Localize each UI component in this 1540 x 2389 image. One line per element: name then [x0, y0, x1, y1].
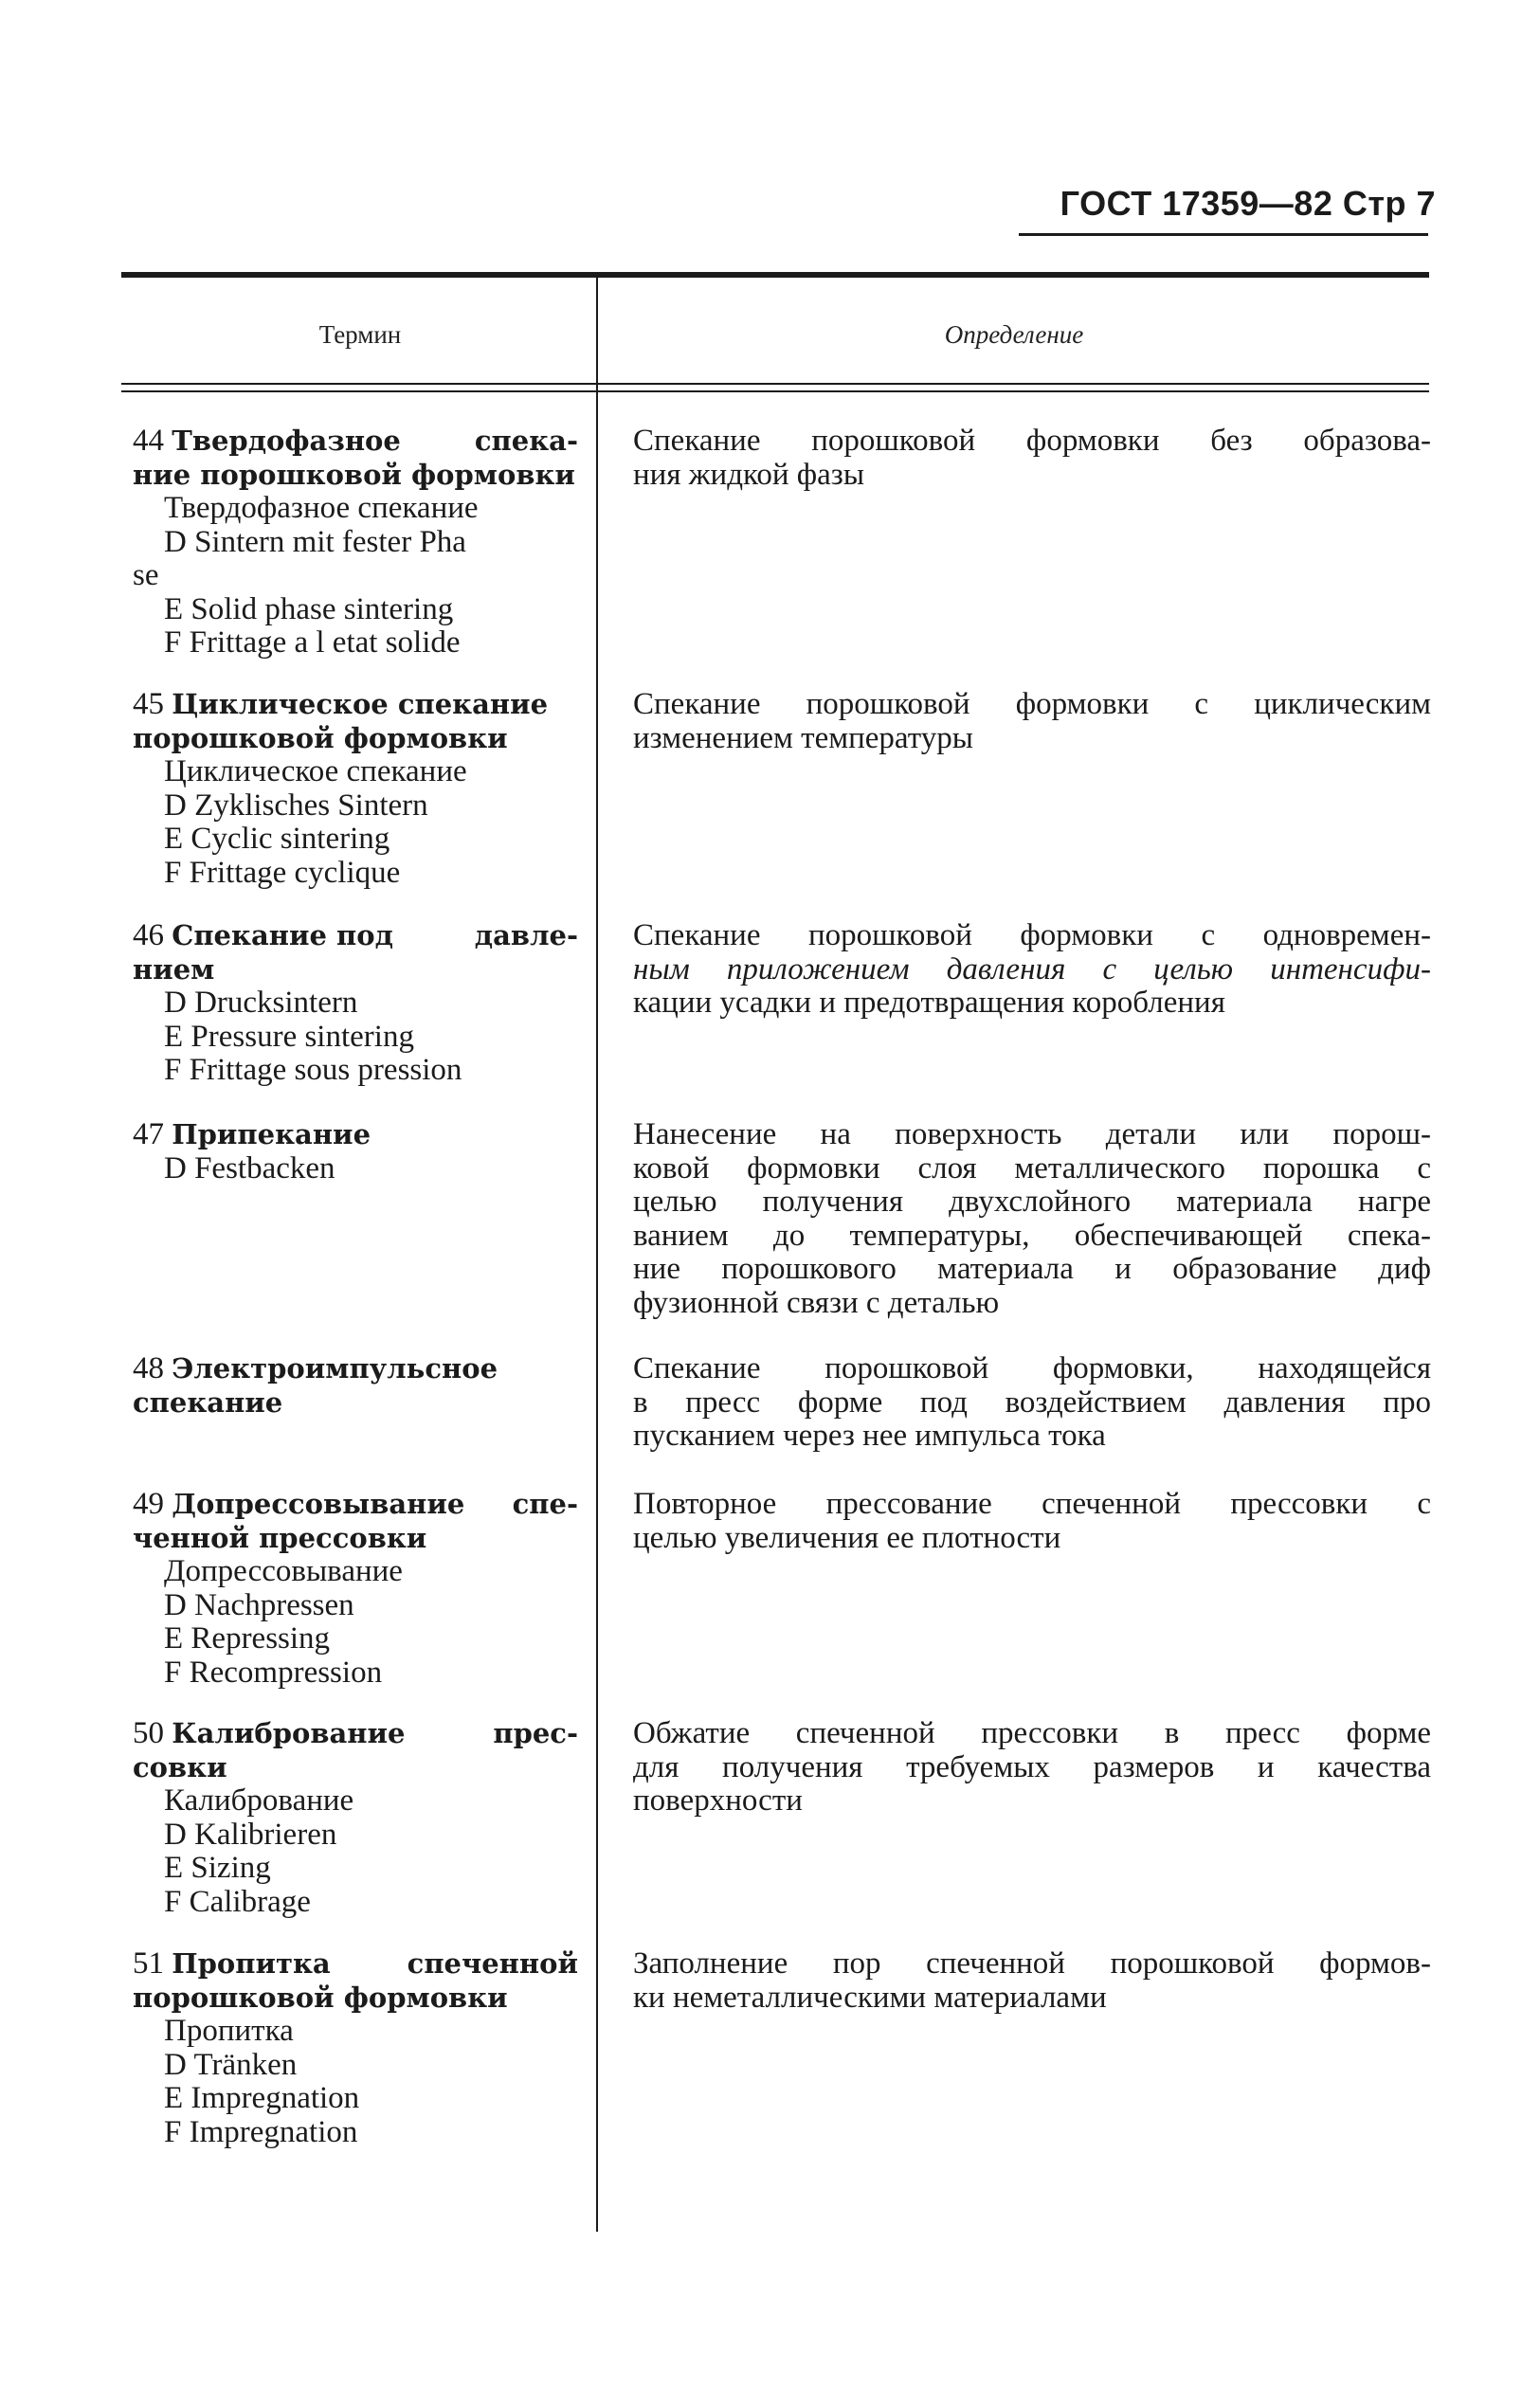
definition-cell — [633, 1118, 1431, 1320]
term-title: нием — [133, 952, 215, 986]
term-line — [133, 459, 578, 493]
term-line — [133, 1386, 578, 1421]
term-title-part — [133, 1981, 508, 2015]
term-variant: E Repressing — [164, 1621, 331, 1656]
term-line — [133, 1488, 578, 1522]
term-variant: E Solid phase sintering — [164, 591, 454, 626]
term-line — [133, 1054, 578, 1088]
term-title-part — [133, 952, 214, 986]
term-title: совки — [133, 1750, 227, 1783]
term-number: 46 — [133, 918, 172, 952]
term-variant: Калибрование — [164, 1783, 354, 1818]
term-line — [133, 526, 578, 560]
term-cell — [133, 919, 578, 1088]
term-line — [133, 1819, 578, 1853]
term-line — [133, 1118, 578, 1152]
definition-line: ние порошкового материала и образование диф — [633, 1252, 1431, 1286]
page-header: ГОСТ 17359—82 Стр 7 — [1060, 184, 1436, 223]
term-line — [133, 1656, 578, 1691]
term-line — [133, 1852, 578, 1886]
term-line — [133, 2082, 578, 2116]
term-line — [133, 1152, 578, 1186]
term-line — [133, 593, 578, 627]
definition-line: Спекание порошковой формовки, находящейся — [633, 1351, 1431, 1385]
definition-line: пусканием через нее импульса тока — [633, 1419, 1106, 1453]
term-variant: D Tränken — [164, 2047, 298, 2082]
term-line — [133, 1784, 578, 1819]
term-line — [133, 688, 578, 722]
term-title: Циклическое спекание — [172, 688, 549, 720]
term-variant: F Recompression — [164, 1655, 383, 1690]
definition-cell — [633, 919, 1431, 1021]
term-line — [133, 953, 578, 987]
term-line — [133, 1622, 578, 1656]
term-title: Спекание под — [172, 919, 393, 951]
term-variant: F Frittage cyclique — [164, 855, 401, 890]
term-line — [133, 986, 578, 1021]
definition-cell — [633, 1947, 1431, 2015]
column-header-definition: Определение — [944, 320, 1084, 349]
term-line — [133, 425, 578, 459]
term-number: 51 — [133, 1946, 172, 1981]
column-header-term: Термин — [318, 320, 402, 349]
term-title-part — [133, 1947, 331, 1982]
term-line — [133, 789, 578, 823]
term-title: Твердофазное — [172, 425, 401, 457]
term-variant: E Impregnation — [164, 2081, 360, 2115]
term-variant: E Cyclic sintering — [164, 822, 390, 856]
term-line — [133, 1751, 578, 1785]
definition-line: Повторное прессование спеченной прессовки с — [633, 1487, 1431, 1521]
term-line — [133, 1982, 578, 2016]
column-divider — [596, 284, 598, 2232]
definition-cell — [633, 1352, 1431, 1454]
definition-line: Спекание порошковой формовки с циклическим — [633, 687, 1431, 721]
term-variant: F Frittage sous pression — [164, 1053, 462, 1087]
header-bottom-rule — [121, 383, 1429, 385]
term-title: спекание — [133, 1385, 283, 1419]
definition-line: ния жидкой фазы — [633, 457, 865, 492]
term-cell — [133, 1118, 578, 1185]
term-number: 49 — [133, 1487, 172, 1521]
definition-line: Заполнение пор спеченной порошковой формов- — [633, 1946, 1431, 1981]
definition-line: ванием до температуры, обеспечивающей спека- — [633, 1218, 1431, 1253]
term-variant: E Sizing — [164, 1851, 271, 1885]
definition-cell — [633, 1717, 1431, 1819]
term-number: 44 — [133, 424, 172, 458]
term-variant: D Festbacken — [164, 1150, 335, 1185]
header-bottom-rule-double — [121, 390, 1429, 392]
term-line — [133, 857, 578, 891]
term-line — [133, 626, 578, 661]
term-number: 47 — [133, 1117, 172, 1151]
term-line — [133, 2015, 578, 2049]
definition-line: ковой формовки слоя металлического порошка с — [633, 1150, 1431, 1185]
term-title: ченной прессовки — [133, 1521, 427, 1554]
term-title: Калибрование — [172, 1717, 406, 1749]
term-line — [133, 1589, 578, 1623]
definition-line: в пресс форме под воздействием давления про — [633, 1385, 1431, 1420]
term-cell — [133, 688, 578, 890]
term-title-part — [133, 1351, 498, 1385]
term-title: Пропитка — [172, 1947, 331, 1980]
definition-line: Нанесение на поверхность детали или порош- — [633, 1117, 1431, 1151]
definition-line: кации усадки и предотвращения коробления — [633, 986, 1225, 1020]
definition-line: фузионной связи с деталью — [633, 1285, 1000, 1320]
term-variant: F Impregnation — [164, 2114, 358, 2149]
term-title: Электроимпульсное — [172, 1352, 498, 1385]
term-variant: F Frittage a l etat solide — [164, 625, 461, 660]
term-variant: D Kalibrieren — [164, 1817, 337, 1852]
term-variant: D Nachpressen — [164, 1587, 354, 1622]
definition-line: Спекание порошковой формовки без образова- — [633, 424, 1431, 458]
term-cell — [133, 1488, 578, 1690]
term-title-part — [133, 1521, 426, 1555]
term-title-part — [133, 1717, 405, 1751]
term-cell — [133, 1717, 578, 1919]
term-title-part — [133, 919, 393, 953]
term-title-part — [133, 687, 548, 721]
term-line — [133, 755, 578, 789]
term-title-part — [133, 1385, 282, 1420]
term-title: порошковой формовки — [133, 721, 508, 754]
term-title: ние порошковой формовки — [133, 458, 575, 491]
term-number: 48 — [133, 1351, 172, 1385]
term-variant: D Drucksintern — [164, 986, 358, 1020]
definition-cell — [633, 425, 1431, 492]
definition-line: Спекание порошковой формовки с одновремен- — [633, 918, 1431, 952]
term-title-continuation: прес- — [493, 1717, 578, 1749]
term-cell — [133, 1947, 578, 2149]
term-title: Припекание — [172, 1118, 371, 1150]
term-line — [133, 1021, 578, 1055]
term-variant: Циклическое спекание — [164, 754, 467, 788]
definition-line: изменением температуры — [633, 720, 973, 755]
term-title-continuation: спека- — [474, 425, 578, 457]
definition-line: ным приложением давления с целью интенсифи- — [633, 951, 1431, 986]
term-variant: D Sintern mit fester Pha — [164, 524, 466, 559]
term-cell — [133, 1352, 578, 1420]
term-line — [133, 492, 578, 526]
term-line — [133, 2116, 578, 2150]
term-line — [133, 722, 578, 756]
term-title-part — [133, 1750, 227, 1784]
term-title: Допрессовывание — [172, 1488, 465, 1520]
definition-line: поверхности — [633, 1783, 803, 1818]
term-number: 45 — [133, 687, 172, 721]
term-title-part — [133, 1117, 371, 1151]
term-number: 50 — [133, 1716, 172, 1750]
term-line — [133, 1947, 578, 1982]
term-variant: D Zyklisches Sintern — [164, 787, 428, 823]
term-title: порошковой формовки — [133, 1981, 508, 2014]
definition-line: целью получения двухслойного материала нагре — [633, 1185, 1431, 1219]
term-variant: F Calibrage — [164, 1884, 311, 1919]
term-line — [133, 1717, 578, 1751]
definition-line: целью увеличения ее плотности — [633, 1520, 1061, 1555]
term-line — [133, 1522, 578, 1556]
term-title-continuation: давле- — [474, 919, 578, 951]
definition-line: ки неметаллическими материалами — [633, 1980, 1107, 2015]
definition-cell — [633, 1488, 1431, 1555]
term-title-continuation: спеченной — [407, 1947, 578, 1980]
definition-cell — [633, 688, 1431, 755]
term-line — [133, 559, 578, 593]
definition-line: для получения требуемых размеров и качества — [633, 1749, 1431, 1784]
term-line — [133, 1352, 578, 1386]
term-cell — [133, 425, 578, 661]
term-variant: se — [133, 558, 159, 592]
term-variant: E Pressure sintering — [164, 1019, 414, 1054]
term-line — [133, 823, 578, 857]
term-title-continuation: спе- — [512, 1488, 578, 1520]
term-title-part — [133, 459, 575, 493]
term-title-part — [133, 721, 508, 755]
term-line — [133, 919, 578, 953]
term-variant: Допрессовывание — [164, 1554, 403, 1588]
term-line — [133, 2049, 578, 2083]
definition-line: Обжатие спеченной прессовки в пресс форме — [633, 1716, 1431, 1750]
term-title-part — [133, 425, 401, 459]
term-line — [133, 1886, 578, 1920]
term-title-part — [133, 1488, 464, 1522]
term-line — [133, 1555, 578, 1589]
term-variant: Пропитка — [164, 2014, 294, 2048]
header-underline — [1019, 233, 1428, 236]
table-top-rule — [121, 272, 1429, 278]
term-variant: Твердофазное спекание — [164, 491, 479, 525]
